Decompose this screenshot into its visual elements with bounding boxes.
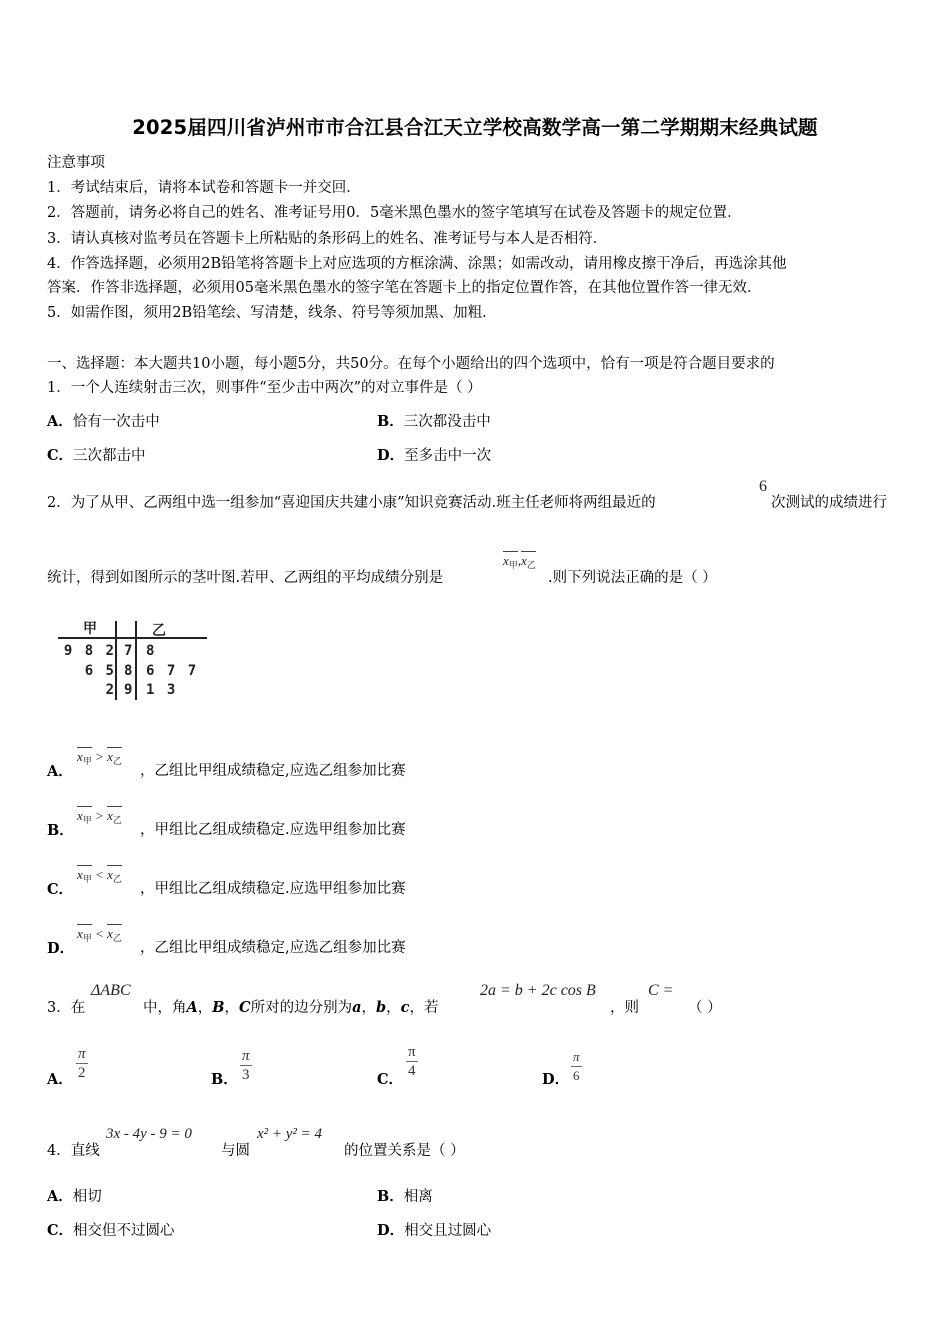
stem-leaf-header-yi: 乙 xyxy=(152,623,166,639)
q2-means-formula: $x_甲,x_乙$ xyxy=(503,553,536,570)
q4-option-b: B．相离 xyxy=(377,1188,433,1205)
q3-option-a-letter: A． xyxy=(47,1071,73,1088)
q3-option-b-fraction: $\frac{\pi}{3}$ xyxy=(241,1048,250,1083)
q3-equation: 2a = b + 2c cos B xyxy=(480,982,596,999)
option-text: 三次都没击中 xyxy=(403,414,491,430)
notice-item: 答案．作答非选择题，必须用05毫米黑色墨水的签字笔在答题卡上的指定位置作答，在其他位置作答一律无效． xyxy=(47,280,762,296)
option-letter: A． xyxy=(47,413,73,430)
q3-option-d-letter: D． xyxy=(542,1071,570,1088)
q3-c-equals: C = xyxy=(648,982,674,999)
q2-option-b-formula: $x_甲 > x_乙$ xyxy=(77,808,122,825)
stem-leaf-right: 8 xyxy=(146,643,155,659)
notice-heading: 注意事项 xyxy=(47,155,105,171)
q1-option-c xyxy=(47,444,146,465)
notice-item: 5．如需作图，须用2B铅笔绘、写清楚，线条、符号等须加黑、加粗． xyxy=(47,305,497,321)
q2-stem-line1 xyxy=(47,491,656,512)
q4-stem-end: 的位置关系是（ ） xyxy=(344,1143,465,1159)
q2-option-c-letter: C． xyxy=(47,881,74,898)
notice-item: 2．答题前，请务必将自己的姓名、准考证号用0．5毫米黑色墨水的签字笔填写在试卷及答题卡的规定位置． xyxy=(47,205,742,221)
q3-option-c-letter: C． xyxy=(377,1071,404,1088)
q3-option-c-fraction: $\frac{\pi}{4}$ xyxy=(407,1044,416,1079)
q2-option-b-text: ，甲组比乙组成绩稳定.应选甲组参加比赛 xyxy=(140,822,406,838)
q2-option-a-formula: $x_甲 > x_乙$ xyxy=(77,749,122,766)
q2-six: 6 xyxy=(759,478,767,495)
notice-item: 1．考试结束后，请将本试卷和答题卡一并交回． xyxy=(47,180,361,196)
option-letter: D． xyxy=(377,447,405,464)
q3-num: 3．在 xyxy=(47,1000,86,1016)
stem-leaf-right: 1 3 xyxy=(146,682,176,698)
q2-option-c-text: ，甲组比乙组成绩稳定.应选甲组参加比赛 xyxy=(140,881,406,897)
section-heading: 一、选择题：本大题共10小题，每小题5分，共50分。在每个小题给出的四个选项中，恰有一项是符合题目要求的 xyxy=(47,356,775,372)
stem-leaf-left: 2 xyxy=(105,682,114,698)
q1-option-d xyxy=(377,444,491,465)
option-letter: C． xyxy=(47,447,74,464)
notice-item: 3．请认真核对监考员在答题卡上所粘贴的条形码上的姓名、准考证号与本人是否相符． xyxy=(47,231,608,247)
stem-leaf-stem: 7 xyxy=(124,643,133,659)
q4-option-d: D．相交且过圆心 xyxy=(377,1222,492,1239)
q4-num: 4．直线 xyxy=(47,1143,100,1159)
stem-leaf-left: 6 5 xyxy=(84,663,114,679)
q4-with-circle: 与圆 xyxy=(221,1143,250,1159)
q4-line-equation: 3x - 4y - 9 = 0 xyxy=(106,1126,192,1142)
q1-option-b xyxy=(377,410,491,431)
q4-circle-equation: x² + y² = 4 xyxy=(257,1126,323,1142)
q2-option-c-formula: $x_甲 < x_乙$ xyxy=(77,867,122,884)
stem-leaf-stem: 8 xyxy=(124,663,133,679)
q2-stem-b: 次测试的成绩进行 xyxy=(771,495,887,511)
q3-then: ，则 xyxy=(610,1000,639,1016)
q2-option-a-text: ，乙组比甲组成绩稳定,应选乙组参加比赛 xyxy=(140,763,406,779)
page-title: 2025届四川省泸州市市合江县合江天立学校高数学高一第二学期期末经典试题 xyxy=(132,116,818,139)
q3-option-a-fraction: $\frac{\pi}{2}$ xyxy=(77,1046,86,1081)
q2-option-d-text: ，乙组比甲组成绩稳定,应选乙组参加比赛 xyxy=(140,940,406,956)
q4-option-c: C．相交但不过圆心 xyxy=(47,1222,175,1239)
q3-option-b-letter: B． xyxy=(211,1071,238,1088)
q2-option-b-letter: B． xyxy=(47,822,74,839)
q1-stem: 1．一个人连续射击三次，则事件“至少击中两次”的对立事件是（ ） xyxy=(47,380,482,396)
option-text: 至多击中一次 xyxy=(404,448,492,464)
q4-option-a: A．相切 xyxy=(47,1188,102,1205)
stem-leaf-header-jia: 甲 xyxy=(83,621,97,637)
q3-triangle: ΔABC xyxy=(91,982,131,999)
stem-leaf-stem: 9 xyxy=(124,682,133,698)
stem-leaf-left: 9 8 2 xyxy=(63,643,114,659)
q2-stem-c: 统计，得到如图所示的茎叶图.若甲、乙两组的平均成绩分别是 xyxy=(47,570,444,586)
q1-option-a xyxy=(47,410,160,431)
q2-option-d-letter: D． xyxy=(47,940,75,957)
stem-leaf-right: 6 7 7 xyxy=(146,663,197,679)
q3-paren: （ ） xyxy=(688,1000,722,1016)
option-text: 三次都击中 xyxy=(73,448,146,464)
q2-option-d-formula: $x_甲 < x_乙$ xyxy=(77,926,122,943)
option-text: 恰有一次击中 xyxy=(72,414,160,430)
q3-stem: 中，角A，B，C所对的边分别为a，b，c，若 xyxy=(143,999,439,1016)
q2-option-a-letter: A． xyxy=(47,763,73,780)
notice-item: 4．作答选择题，必须用2B铅笔将答题卡上对应选项的方框涂满、涂黑；如需改动，请用橡皮擦干净后，再选涂其他 xyxy=(47,256,787,272)
q2-num: 2． xyxy=(47,495,71,511)
option-letter: B． xyxy=(377,413,404,430)
q2-stem-a: 为了从甲、乙两组中选一组参加“喜迎国庆共建小康”知识竞赛活动.班主任老师将两组最近的 xyxy=(70,495,656,511)
q3-option-d-fraction: $\frac{\pi}{6}$ xyxy=(572,1049,580,1083)
q2-stem-d: .则下列说法正确的是（ ） xyxy=(548,570,717,586)
